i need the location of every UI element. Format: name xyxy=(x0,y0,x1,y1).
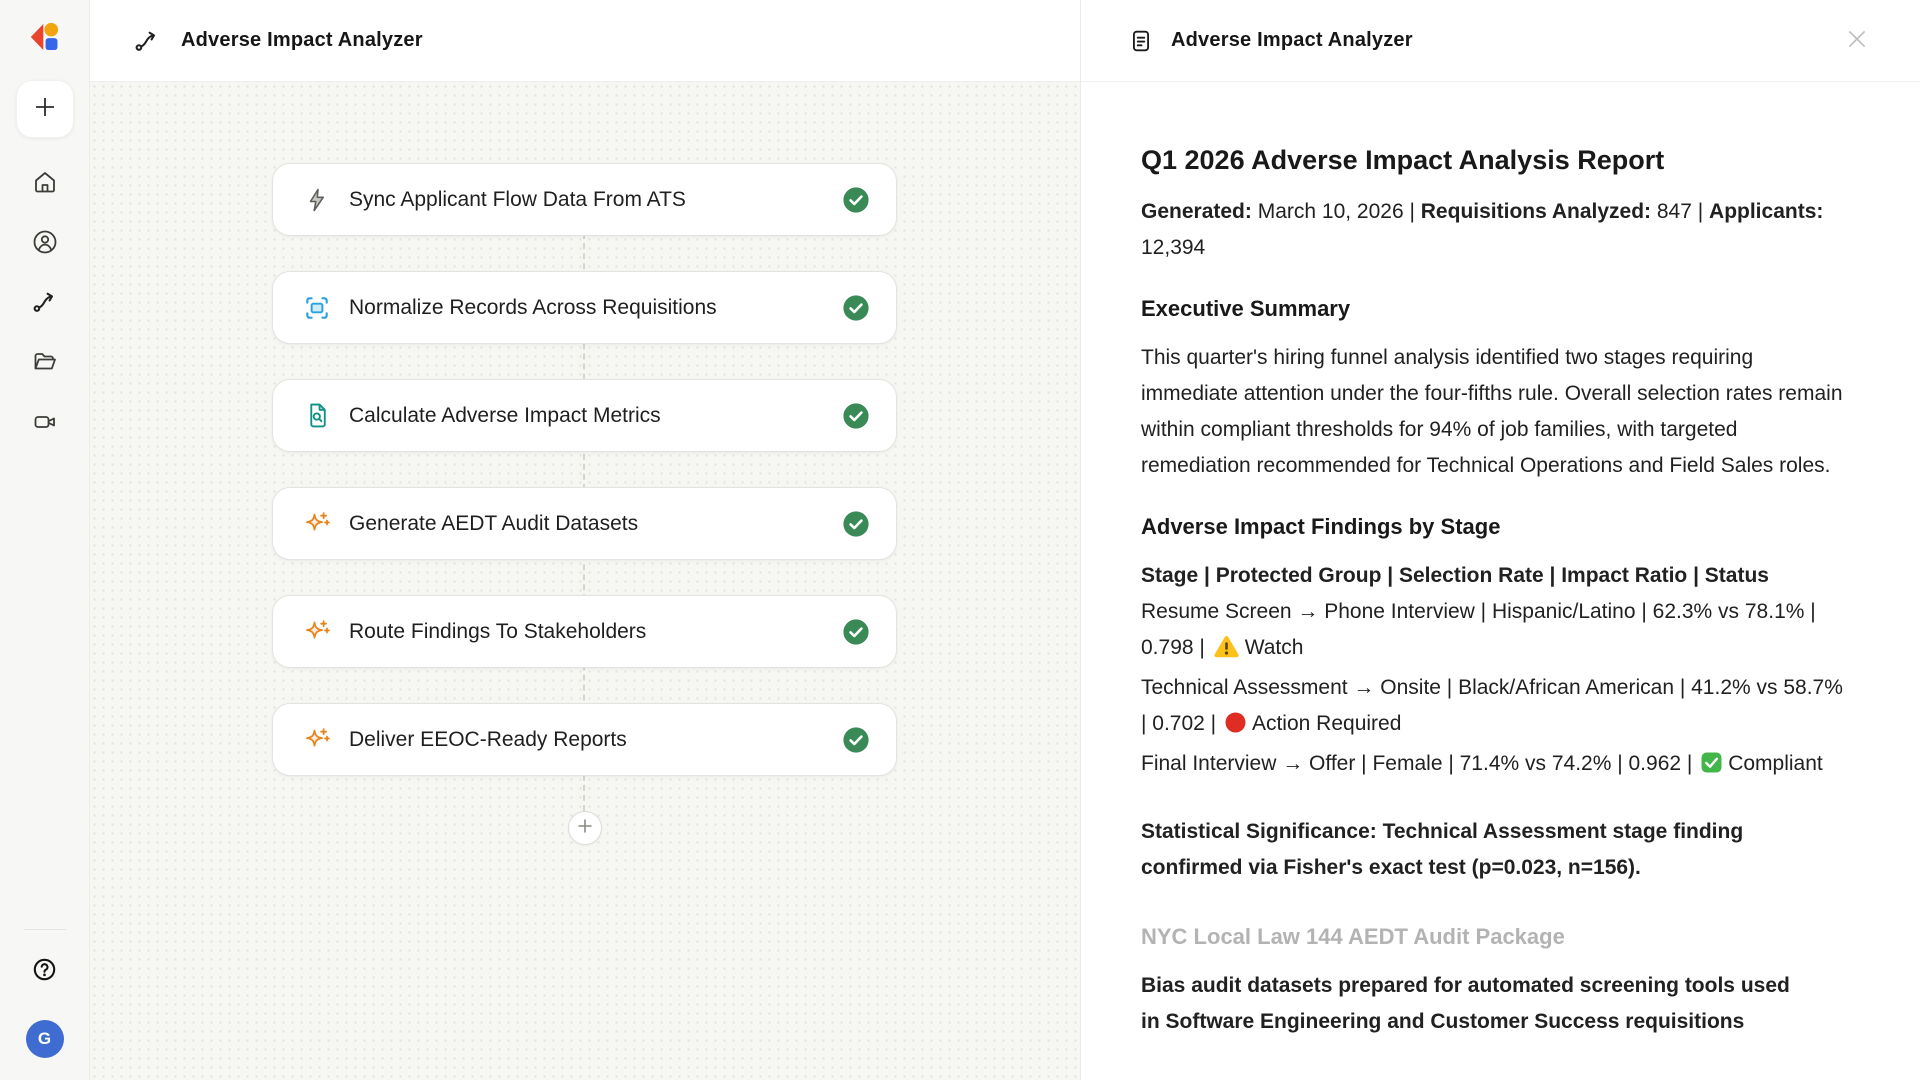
recordings-icon xyxy=(32,409,58,440)
step-status-done-icon xyxy=(842,402,870,430)
step-file-search-icon xyxy=(303,402,331,430)
aedt-heading: NYC Local Law 144 AEDT Audit Package xyxy=(1141,924,1565,949)
report-title: Q1 2026 Adverse Impact Analysis Report xyxy=(1141,145,1665,175)
sidebar-bottom-nav xyxy=(23,950,67,1010)
workflow-step-card[interactable] xyxy=(272,595,897,668)
step-sparkles-icon xyxy=(303,726,331,754)
workflow-main xyxy=(90,0,1080,1080)
add-step-button[interactable] xyxy=(568,811,602,845)
help-icon xyxy=(32,957,57,987)
sidebar-item-people[interactable] xyxy=(23,222,67,266)
findings-heading: Adverse Impact Findings by Stage xyxy=(1141,514,1501,539)
files-icon xyxy=(32,349,58,380)
step-label: Sync Applicant Flow Data From ATS xyxy=(349,187,686,211)
sidebar-nav xyxy=(16,80,74,462)
executive-summary-heading: Executive Summary xyxy=(1141,296,1351,321)
sidebar-item-home[interactable] xyxy=(23,162,67,206)
finding-row: Resume Screen → Phone Interview | Hispanic/Latino | 62.3% vs 78.1% | 0.798 | Watch xyxy=(1141,594,1846,670)
sidebar xyxy=(0,0,90,1080)
meta-label: Requisitions Analyzed: xyxy=(1420,200,1652,223)
red-circle-icon xyxy=(1224,710,1247,746)
step-label: Generate AEDT Audit Datasets xyxy=(349,511,639,535)
sidebar-divider xyxy=(24,929,66,930)
executive-summary-text: This quarter's hiring funnel analysis identified two stages requiring immediate attention under the four-fifths rule. Overall selection rates remain within compliant thresholds for 94% of job families, with targeted remediation recommended for Technical Operations and Field Sales roles. xyxy=(1141,346,1843,477)
workflow-step-card[interactable] xyxy=(272,163,897,236)
warning-icon xyxy=(1213,634,1240,670)
workflow-step-card[interactable] xyxy=(272,703,897,776)
sidebar-item-new[interactable] xyxy=(16,80,74,138)
sidebar-item-recordings[interactable] xyxy=(23,402,67,446)
sidebar-item-workflows[interactable] xyxy=(23,282,67,326)
sidebar-item-files[interactable] xyxy=(23,342,67,386)
step-status-done-icon xyxy=(842,618,870,646)
green-check-icon xyxy=(1700,750,1723,786)
report-panel xyxy=(1080,0,1920,1080)
step-status-done-icon xyxy=(842,186,870,214)
close-panel-button[interactable] xyxy=(1842,26,1872,56)
step-zap-icon xyxy=(303,186,331,214)
workflow-title: Adverse Impact Analyzer xyxy=(181,29,423,51)
sidebar-item-help[interactable] xyxy=(23,950,67,994)
app-logo-icon[interactable] xyxy=(28,20,62,54)
plus-icon xyxy=(576,817,594,840)
workflow-canvas[interactable] xyxy=(90,82,1080,1080)
meta-label: Generated: xyxy=(1141,200,1252,223)
meta-label: Applicants: xyxy=(1709,200,1824,223)
workflow-steps xyxy=(272,163,897,845)
step-status-done-icon xyxy=(842,510,870,538)
step-label: Deliver EEOC-Ready Reports xyxy=(349,727,627,751)
workflow-step-card[interactable] xyxy=(272,271,897,344)
aedt-line2: in Software Engineering and Customer Success requisitions xyxy=(1141,1010,1745,1033)
finding-row: Technical Assessment → Onsite | Black/African American | 41.2% vs 58.7% | 0.702 | Action Required xyxy=(1141,670,1846,746)
workflow-route-icon xyxy=(135,28,161,54)
step-status-done-icon xyxy=(842,294,870,322)
report-body[interactable] xyxy=(1081,82,1920,1080)
step-sparkles-icon xyxy=(303,510,331,538)
aedt-line1: Bias audit datasets prepared for automated screening tools used xyxy=(1141,974,1790,997)
step-label: Route Findings To Stakeholders xyxy=(349,619,647,643)
report-panel-title: Adverse Impact Analyzer xyxy=(1171,29,1413,51)
workflows-icon xyxy=(33,290,57,319)
step-status-done-icon xyxy=(842,726,870,754)
workflow-step-card[interactable] xyxy=(272,487,897,560)
step-scan-icon xyxy=(303,294,331,322)
statistical-significance: Statistical Significance: Technical Assessment stage finding confirmed via Fisher's exact test (p=0.023, n=156). xyxy=(1141,820,1744,879)
document-icon xyxy=(1129,28,1155,54)
findings-columns: Stage | Protected Group | Selection Rate | Impact Ratio | Status xyxy=(1141,564,1769,587)
finding-row: Final Interview → Offer | Female | 71.4% vs 74.2% | 0.962 | Compliant xyxy=(1141,746,1846,786)
step-sparkles-icon xyxy=(303,618,331,646)
step-label: Calculate Adverse Impact Metrics xyxy=(349,403,661,427)
workflow-header xyxy=(90,0,1080,82)
findings-rows xyxy=(1141,594,1846,786)
home-icon xyxy=(32,169,58,200)
report-panel-header xyxy=(1081,0,1920,82)
step-label: Normalize Records Across Requisitions xyxy=(349,295,717,319)
close-icon xyxy=(1844,26,1870,55)
new-icon xyxy=(31,93,59,126)
user-avatar[interactable]: G xyxy=(26,1020,64,1058)
people-icon xyxy=(32,229,58,260)
report-meta: Generated: March 10, 2026 | Requisitions Analyzed: 847 | Applicants: 12,394 xyxy=(1141,200,1824,259)
workflow-step-card[interactable] xyxy=(272,379,897,452)
